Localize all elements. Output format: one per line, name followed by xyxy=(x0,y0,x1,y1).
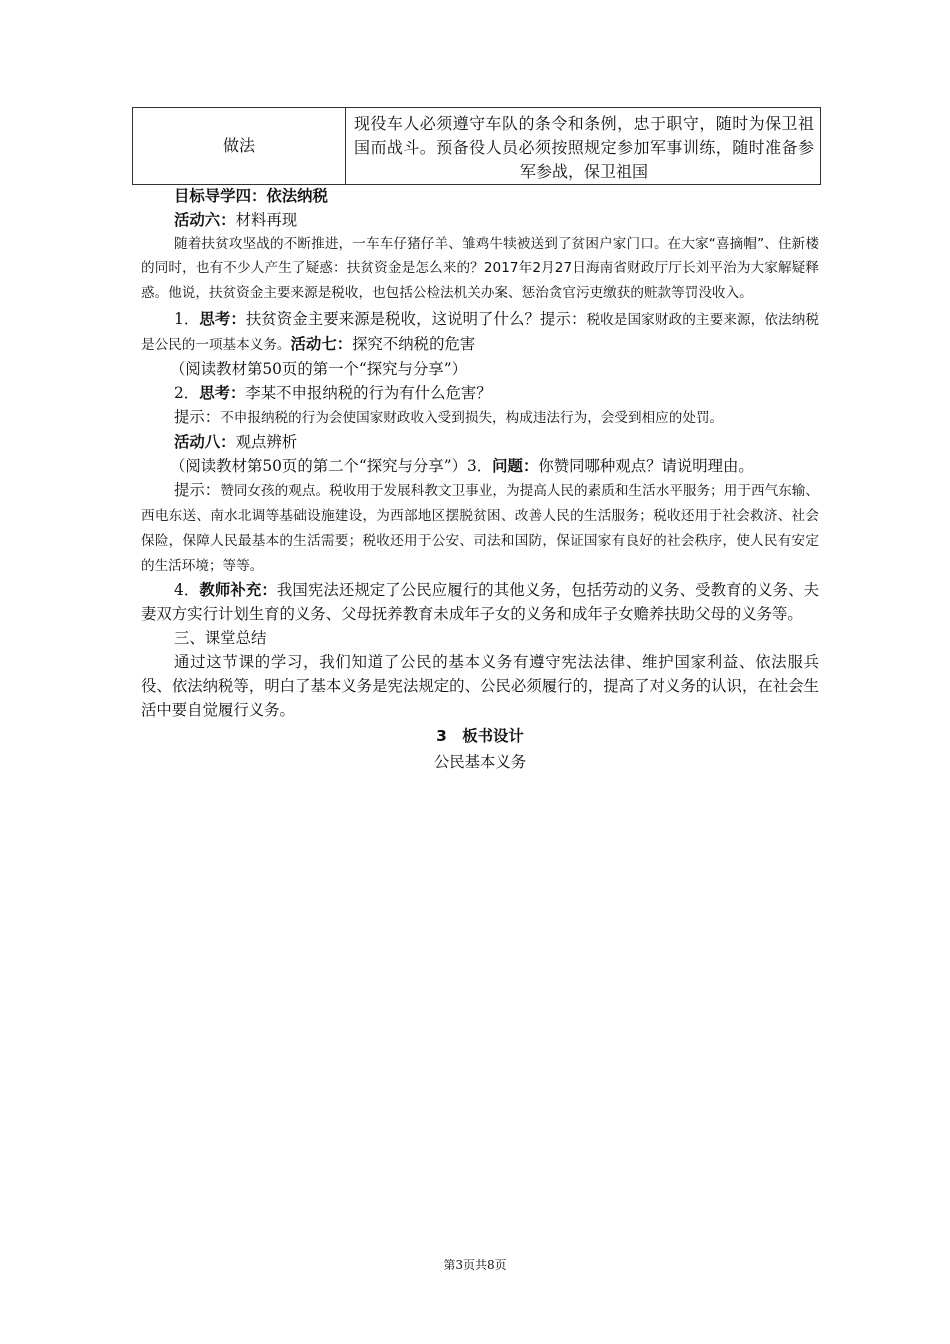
read-instruction-1: （阅读教材第50页的第一个“探究与分享”） xyxy=(170,360,467,379)
summary-paragraph: 通过这节课的学习，我们知道了公民的基本义务有遵守宪法法律、维护国家利益、依法服兵役、依法纳税等，明白了基本义务是宪法规定的、公民必须履行的，提高了对义务的认识，在社会生活中要自觉履行义务。 xyxy=(141,653,819,720)
q3-label: 问题： xyxy=(492,457,539,476)
question-3 xyxy=(141,454,819,478)
hint-2-text: 不申报纳税的行为会使国家财政收入受到损失，构成违法行为，会受到相应的处罚。 xyxy=(220,410,724,427)
q2-text: 李某不申报纳税的行为有什么危害？ xyxy=(245,384,492,403)
q4-label: 教师补充： xyxy=(199,581,277,600)
activity-8-label: 活动八： xyxy=(174,433,236,452)
board-design-title: 3 板书设计 xyxy=(436,727,524,746)
q3-text: 你赞同哪种观点？请说明理由。 xyxy=(538,457,754,476)
activity-7-label: 活动七： xyxy=(290,335,353,354)
question-2 xyxy=(141,381,819,405)
read-instruction-2: （阅读教材第50页的第二个“探究与分享”）3． xyxy=(170,457,493,476)
hint-3-text: 赞同女孩的观点。税收用于发展科教文卫事业，为提高人民的素质和生活水平服务；用于西气东输、西电东送、南水北调等基础设施建设，为西部地区摆脱贫困、改善人民的生活服务；税收还用于社会救济、社会保险，保障人民最基本的生活需要；税收还用于公安、司法和国防，保证国家有良好的社会秩序，使人民有安定的生活环境；等等。 xyxy=(141,483,819,575)
activity-6-text: 材料再现 xyxy=(235,211,298,229)
hint-3 xyxy=(141,478,819,578)
table-text-cell: 现役车人必须遵守车队的条令和条例，忠于职守，随时为保卫祖国而战斗。预备役人员必须按照规定参加军事训练，随时准备参军参战，保卫祖国 xyxy=(346,108,821,185)
question-1 xyxy=(141,307,819,357)
q2-label: 思考： xyxy=(199,384,246,403)
q1-text: 扶贫资金主要来源是税收，这说明了什么？提示： xyxy=(245,310,587,329)
activity-6-label: 活动六： xyxy=(174,211,236,229)
q1-hint: 税收是国家财政的主要来源，依法纳税是公民的一项基本义务。 xyxy=(141,312,819,354)
q4-text: 我国宪法还规定了公民应履行的其他义务，包括劳动的义务、受教育的义务、夫妻双方实行计划生育的义务、父母抚养教育未成年子女的义务和成年子女赡养扶助父母的义务等。 xyxy=(141,581,819,624)
board-design-subtitle: 公民基本义务 xyxy=(433,753,527,772)
question-4 xyxy=(141,578,819,626)
q4-number: 4． xyxy=(174,581,200,600)
material-paragraph: 随着扶贫攻坚战的不断推进，一车车仔猪仔羊、雏鸡牛犊被送到了贫困户家门口。在大家“喜摘帽”、住新楼的同时，也有不少人产生了疑惑：扶贫资金是怎么来的？2017年2月27日海南省财政厅厅长刘平治为大家解疑释惑。他说，扶贫资金主要来源是税收，也包括公检法机关办案、惩治贪官污吏缴获的赃款等罚没收入。 xyxy=(141,236,819,301)
hint-3-prefix: 提示： xyxy=(174,481,221,500)
table-label-cell: 做法 xyxy=(133,108,346,185)
table-row xyxy=(133,108,821,185)
activity-7-text: 探究不纳税的危害 xyxy=(352,335,476,354)
section-4-title: 目标导学四：依法纳税 xyxy=(174,187,328,205)
page-footer: 第3页共8页 xyxy=(443,1258,507,1272)
activity-8-text: 观点辨析 xyxy=(235,433,298,452)
duty-table xyxy=(132,107,821,185)
activity-8 xyxy=(141,430,819,454)
q1-number: 1． xyxy=(174,310,200,329)
q2-number: 2． xyxy=(174,384,200,403)
q1-label: 思考： xyxy=(199,310,246,329)
hint-2-prefix: 提示： xyxy=(174,408,221,427)
activity-6 xyxy=(141,208,819,232)
summary-title: 三、课堂总结 xyxy=(174,629,267,648)
main-content xyxy=(141,184,819,774)
hint-2 xyxy=(141,405,819,430)
